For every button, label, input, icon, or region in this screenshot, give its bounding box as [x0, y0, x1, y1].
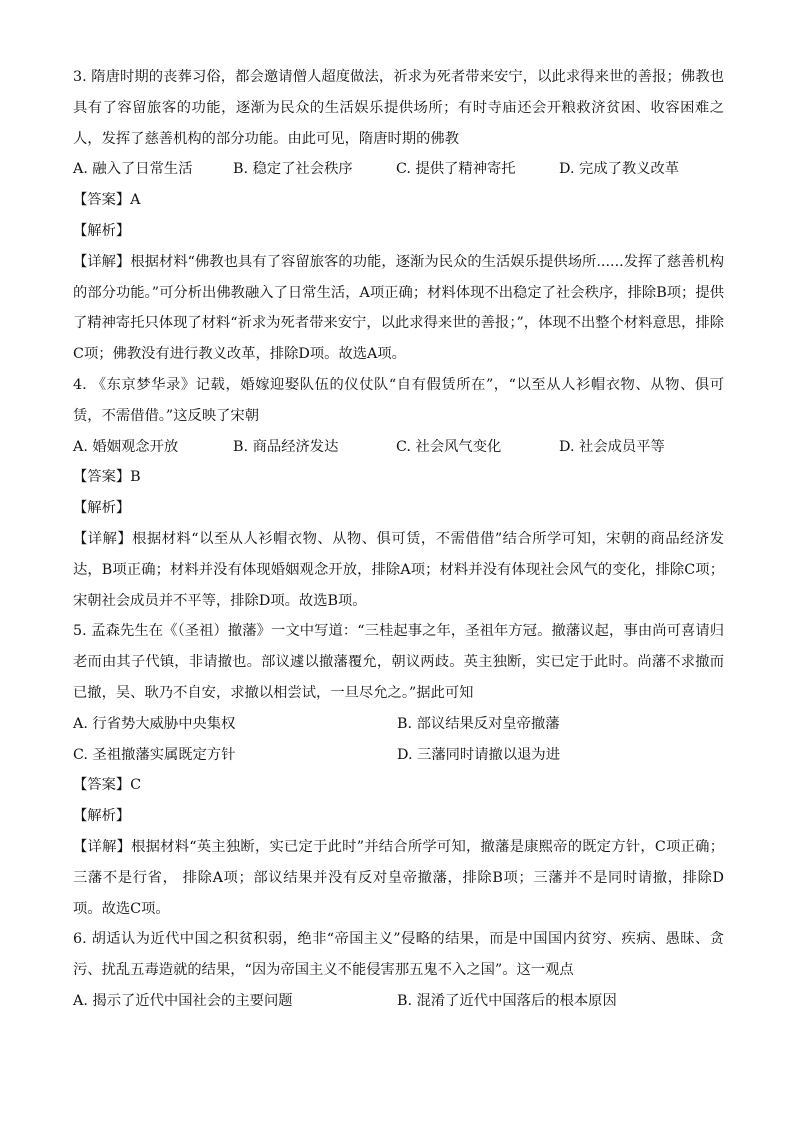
question-3 — [73, 62, 724, 370]
options-row — [73, 709, 724, 740]
question-stem: 3. 隋唐时期的丧葬习俗，都会邀请僧人超度做法，祈求为死者带来安宁，以此求得来世的善报；佛教也具有了容留旅客的功能，逐渐为民众的生活娱乐提供场所；有时寺庙还会开粮救济贫困、收容困难之人，发挥了慈善机构的部分功能。由此可见，隋唐时期的佛教 — [73, 69, 724, 147]
option-c: C. 圣祖撤藩实属既定方针 — [73, 746, 236, 763]
question-5 — [73, 616, 724, 924]
options-row — [73, 986, 724, 1017]
question-stem: 4. 《东京梦华录》记载，婚嫁迎娶队伍的仪仗队“自有假赁所在”，“以至从人衫帽衣物、从物、俱可赁，不需借借。”这反映了宋朝 — [73, 376, 724, 424]
options-row — [73, 432, 724, 463]
answer-tag: 【答案】A — [73, 192, 141, 209]
option-a: A. 行省势大威胁中央集权 — [73, 715, 236, 732]
option-a: A. 婚姻观念开放 — [73, 438, 179, 455]
question-stem: 6. 胡适认为近代中国之积贫积弱，绝非“帝国主义”侵略的结果，而是中国国内贫穷、疾病、愚昧、贪污、扰乱五毒造就的结果，“因为帝国主义不能侵害那五鬼不入之国”。这一观点 — [73, 931, 724, 979]
analysis-tag: 【解析】 — [73, 500, 131, 517]
detail-paragraph: 【详解】根据材料“佛教也具有了容留旅客的功能，逐渐为民众的生活娱乐提供场所......发挥了慈善机构的部分功能。”可分析出佛教融入了日常生活，A项正确；材料体现不出稳定了社会秩序，排除B项；提供了精神寄托只体现了材料“祈求为死者带来安宁，以此求得来世的善报；”，体现不出整个材料意思，排除C项；佛教没有进行教义改革，排除D项。故选A项。 — [73, 253, 724, 363]
answer-tag: 【答案】B — [73, 469, 141, 486]
options-row — [73, 154, 724, 185]
option-a: A. 融入了日常生活 — [73, 161, 193, 178]
question-stem: 5. 孟森先生在《（圣祖）撤藩》一文中写道：“三桂起事之年，圣祖年方冠。撤藩议起，事由尚可喜请归老而由其子代镇，非请撤也。部议遽以撤藩覆允，朝议两歧。英主独断，实已定于此时。尚藩不求撤而已撤，吴、耿乃不自安，求撤以相尝试，一旦尽允之。”据此可知 — [73, 623, 724, 701]
detail-paragraph: 【详解】根据材料“以至从人衫帽衣物、从物、俱可赁，不需借借”结合所学可知，宋朝的商品经济发达，B项正确；材料并没有体现婚姻观念开放，排除A项；材料并没有体现社会风气的变化，排除C项；宋朝社会成员并不平等，排除D项。故选B项。 — [73, 530, 724, 609]
option-b: B. 稳定了社会秩序 — [233, 161, 353, 178]
answer-tag: 【答案】C — [73, 777, 142, 794]
options-row — [73, 740, 724, 771]
option-b: B. 混淆了近代中国落后的根本原因 — [397, 992, 617, 1009]
analysis-tag: 【解析】 — [73, 222, 131, 239]
option-c: C. 提供了精神寄托 — [396, 161, 516, 178]
option-d: D. 社会成员平等 — [559, 438, 665, 455]
analysis-tag: 【解析】 — [73, 808, 131, 825]
question-4 — [73, 370, 724, 616]
question-6 — [73, 924, 724, 1016]
detail-paragraph: 【详解】根据材料“英主独断，实已定于此时”并结合所学可知，撤藩是康熙帝的既定方针，C项正确；三藩不是行省， 排除A项；部议结果并没有反对皇帝撤藩，排除B项；三藩并不是同时请撤，排除D项。故选C项。 — [73, 838, 724, 917]
option-d: D. 三藩同时请撤以退为进 — [397, 746, 561, 763]
option-b: B. 商品经济发达 — [233, 438, 339, 455]
option-a: A. 揭示了近代中国社会的主要问题 — [73, 992, 293, 1009]
option-c: C. 社会风气变化 — [396, 438, 502, 455]
option-d: D. 完成了教义改革 — [559, 161, 680, 178]
option-b: B. 部议结果反对皇帝撤藩 — [397, 715, 560, 732]
